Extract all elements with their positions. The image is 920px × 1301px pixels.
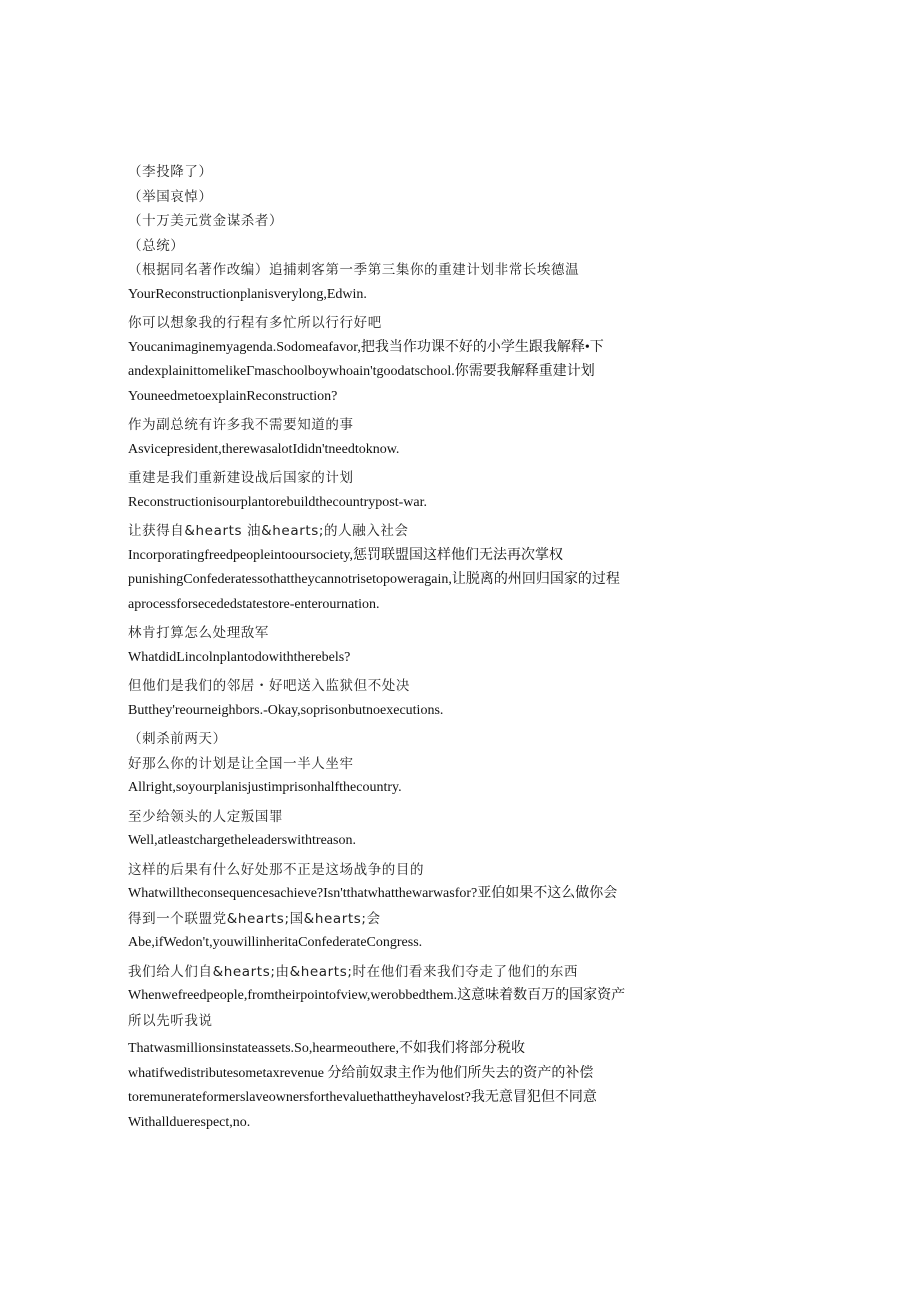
text-line-13: 重建是我们重新建设战后国家的计划: [128, 470, 354, 486]
text-line-11: 作为副总统有许多我不需要知道的事: [128, 417, 354, 433]
text-line-2: （举国哀悼）: [128, 188, 213, 205]
text-line-32: 我们给人们自&hearts;由&hearts;时在他们看来我们夺走了他们的东西: [128, 963, 579, 980]
text-line-19: 林肯打算怎么处理敌军: [128, 625, 269, 641]
text-line-29: Whatwilltheconsequencesachieve?Isn'tthatwhatthewarwasfor?亚伯如果不这么做你会: [128, 886, 618, 901]
text-line-37: toremunerateformerslaveownersforthevaluethattheyhavelost?我无意冒犯但不同意: [128, 1090, 597, 1105]
text-line-5: （根据同名著作改编）追捕刺客第一季第三集你的重建计划非常长埃德温: [128, 262, 580, 278]
text-line-26: 至少给领头的人定叛国罪: [128, 808, 284, 825]
text-line-8: Youcanimaginemyagenda.Sodomeafavor,把我当作功课不好的小学生跟我解释•下: [128, 339, 604, 355]
text-line-15: 让获得自&hearts 油&hearts;的人融入社会: [128, 523, 409, 539]
text-line-20: WhatdidLincolnplantodowiththerebels?: [128, 649, 351, 665]
text-line-25: Allright,soyourplanisjustimprisonhalfthecountry.: [128, 780, 402, 795]
text-line-27: Well,atleastchargetheleaderswithtreason.: [128, 833, 356, 848]
text-line-36: whatifwedistributesometaxrevenue 分给前奴隶主作为他们所失去的资产的补偿: [128, 1065, 594, 1081]
text-line-14: Reconstructionisourplantorebuildthecountrypost-war.: [128, 494, 427, 510]
text-line-30: 得到一个联盟党&hearts;国&hearts;会: [128, 910, 381, 927]
text-line-34: 所以先听我说: [128, 1012, 213, 1029]
text-line-38: Withallduerespect,no.: [128, 1114, 251, 1130]
text-line-17: punishingConfederatessothattheycannotrisetopoweragain,让脱离的州回归国家的过程: [128, 572, 620, 587]
text-line-31: Abe,ifWedon't,youwillinheritaConfederateCongress.: [128, 935, 423, 950]
text-line-24: 好那么你的计划是让全国一半人坐牢: [128, 755, 354, 772]
text-line-4: （总统）: [128, 237, 185, 254]
text-line-3: （十万美元赏金谋杀者）: [128, 213, 284, 229]
text-line-9: andexplainittomelikeΓmaschoolboywhoain'tgoodatschool.你需要我解释重建计划: [128, 364, 595, 379]
text-line-22: Butthey'reourneighbors.-Okay,soprisonbutnoexecutions.: [128, 702, 444, 718]
subtitle-document: [128, 160, 728, 1135]
text-line-16: Incorporatingfreedpeopleintooursociety,惩罚联盟国这样他们无法再次掌权: [128, 547, 563, 563]
text-line-23: （刺杀前两天）: [128, 731, 227, 747]
text-line-6: YourReconstructionplanisverylong,Edwin.: [128, 286, 367, 302]
text-line-1: （李投降了）: [128, 164, 213, 180]
text-line-12: Asvicepresident,therewasalotIdidn'tneedtoknow.: [128, 441, 400, 457]
text-line-18: aprocessforsecededstatestore-enterournation.: [128, 596, 380, 612]
text-line-21: 但他们是我们的邻居・好吧送入监狱但不处决: [128, 678, 410, 694]
text-line-10: YouneedmetoexplainReconstruction?: [128, 388, 338, 404]
text-line-28: 这样的后果有什么好处那不正是这场战争的目的: [128, 861, 425, 878]
text-line-7: 你可以想象我的行程有多忙所以行行好吧: [128, 315, 382, 331]
text-line-33: Whenwefreedpeople,fromtheirpointofview,werobbedthem.这意味着数百万的国家资产: [128, 988, 626, 1003]
text-line-35: Thatwasmillionsinstateassets.So,hearmeouthere,不如我们将部分税收: [128, 1041, 525, 1056]
